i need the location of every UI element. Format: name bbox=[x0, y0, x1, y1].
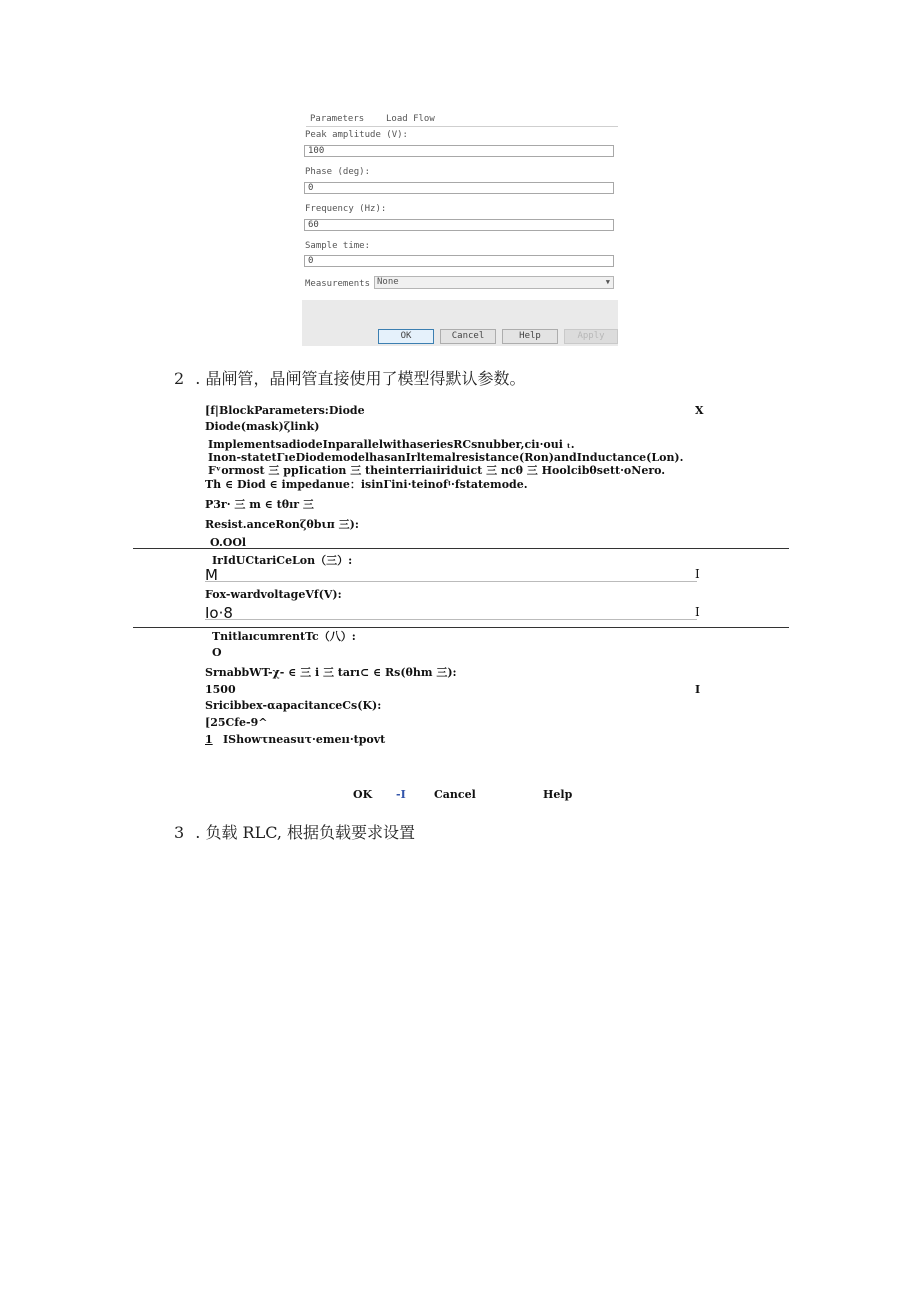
measurements-value: None bbox=[377, 277, 399, 287]
frequency-label: Frequency (Hz): bbox=[305, 204, 387, 214]
initial-current-input[interactable]: O bbox=[212, 646, 222, 659]
sample-time-label: Sample time: bbox=[305, 241, 371, 251]
snubber-resistance-field-end: I bbox=[695, 683, 701, 696]
inductance-label: IrIdUCtariCeLon（三）: bbox=[212, 554, 353, 567]
inductance-field-end: I bbox=[695, 567, 700, 581]
diode-description-line-4: Th ∈ Diod ∈ impedanue：isinΓini·teinofᵎ·fstatemode. bbox=[205, 478, 528, 491]
sample-time-input[interactable]: 0 bbox=[304, 255, 614, 267]
measurements-select[interactable] bbox=[374, 276, 614, 289]
forward-voltage-field-end: I bbox=[695, 605, 700, 619]
inductance-field-underline bbox=[205, 581, 697, 582]
snubber-resistance-label: SrnabbWT-χ- ∈ 三 i 三 tarı⊂ ∈ Rs(θhm 三): bbox=[205, 666, 457, 679]
initial-current-label: TnitlaıcumrentTc（八）: bbox=[212, 630, 356, 643]
parameters-header: P3r· 三 m ∈ tθır 三 bbox=[205, 498, 314, 511]
snubber-capacitance-label: Sricibbex-αapacitanceCs(K): bbox=[205, 699, 382, 712]
measurements-label: Measurements bbox=[305, 279, 371, 289]
diode-ok-button[interactable]: OK bbox=[353, 788, 373, 801]
diode-description-line-2: Inon-statetΓıeDiodemodelhasanIrltemalresistance(Ron)andInductance(Lon). bbox=[208, 451, 684, 464]
forward-voltage-label: Fox-wardvoltageVf(V): bbox=[205, 588, 342, 601]
caption-2 bbox=[174, 366, 525, 389]
diode-subtitle: Diode(mask)ζlink) bbox=[205, 420, 320, 433]
tab-parameters[interactable]: Parameters bbox=[310, 114, 365, 124]
diode-description-line-1: ImplementsadiodeInparallelwithaseriesRCsnubber,ciı·oui ₜ. bbox=[208, 438, 575, 451]
caption-3 bbox=[174, 820, 415, 843]
show-measurement-checkbox[interactable]: 1 bbox=[205, 733, 213, 746]
chevron-down-icon: ▼ bbox=[605, 278, 610, 286]
divider-2 bbox=[133, 627, 789, 628]
cancel-button[interactable]: Cancel bbox=[440, 329, 496, 344]
ac-source-dialog bbox=[302, 114, 618, 346]
peak-amplitude-input[interactable]: 100 bbox=[304, 145, 614, 157]
show-measurement-label: IShowτneasuτ·emeıı·tpovt bbox=[223, 733, 386, 746]
snubber-resistance-input[interactable]: 1500 bbox=[205, 683, 236, 696]
diode-dialog-title: [f|BlockParameters:Diode bbox=[205, 404, 365, 417]
button-separator: -I bbox=[396, 788, 406, 801]
tab-bar bbox=[306, 114, 618, 127]
phase-input[interactable]: 0 bbox=[304, 182, 614, 194]
snubber-capacitance-input[interactable]: [25Cfe-9^ bbox=[205, 716, 268, 729]
ok-button[interactable]: OK bbox=[378, 329, 434, 344]
close-button[interactable]: X bbox=[695, 404, 704, 417]
forward-voltage-field-underline bbox=[205, 619, 697, 620]
divider-1 bbox=[133, 548, 789, 549]
caption-3-text: . 负载 RLC, 根据负载要求设置 bbox=[195, 823, 416, 842]
apply-button[interactable]: Apply bbox=[564, 329, 618, 344]
diode-help-button[interactable]: Help bbox=[543, 788, 573, 801]
help-button[interactable]: Help bbox=[502, 329, 558, 344]
resistance-label: Resist.anceRonζθbιπ 三): bbox=[205, 518, 359, 531]
resistance-input[interactable]: O.OOl bbox=[210, 536, 247, 549]
caption-2-number: 2 bbox=[174, 369, 185, 388]
peak-amplitude-label: Peak amplitude (V): bbox=[305, 130, 408, 140]
tab-load-flow[interactable]: Load Flow bbox=[386, 114, 435, 124]
diode-description-line-3: Fᵛormost 三 ppIication 三 theinterriaıiriduict 三 ncθ 三 Hoolcibθsett·oNero. bbox=[208, 464, 666, 477]
caption-3-number: 3 bbox=[174, 823, 185, 842]
diode-cancel-button[interactable]: Cancel bbox=[434, 788, 476, 801]
caption-2-text: . 晶闸管，晶闸管直接使用了模型得默认参数。 bbox=[195, 369, 526, 388]
phase-label: Phase (deg): bbox=[305, 167, 371, 177]
forward-voltage-input[interactable]: Io·8 bbox=[205, 604, 233, 622]
inductance-input[interactable]: M bbox=[205, 566, 218, 584]
frequency-input[interactable]: 60 bbox=[304, 219, 614, 231]
